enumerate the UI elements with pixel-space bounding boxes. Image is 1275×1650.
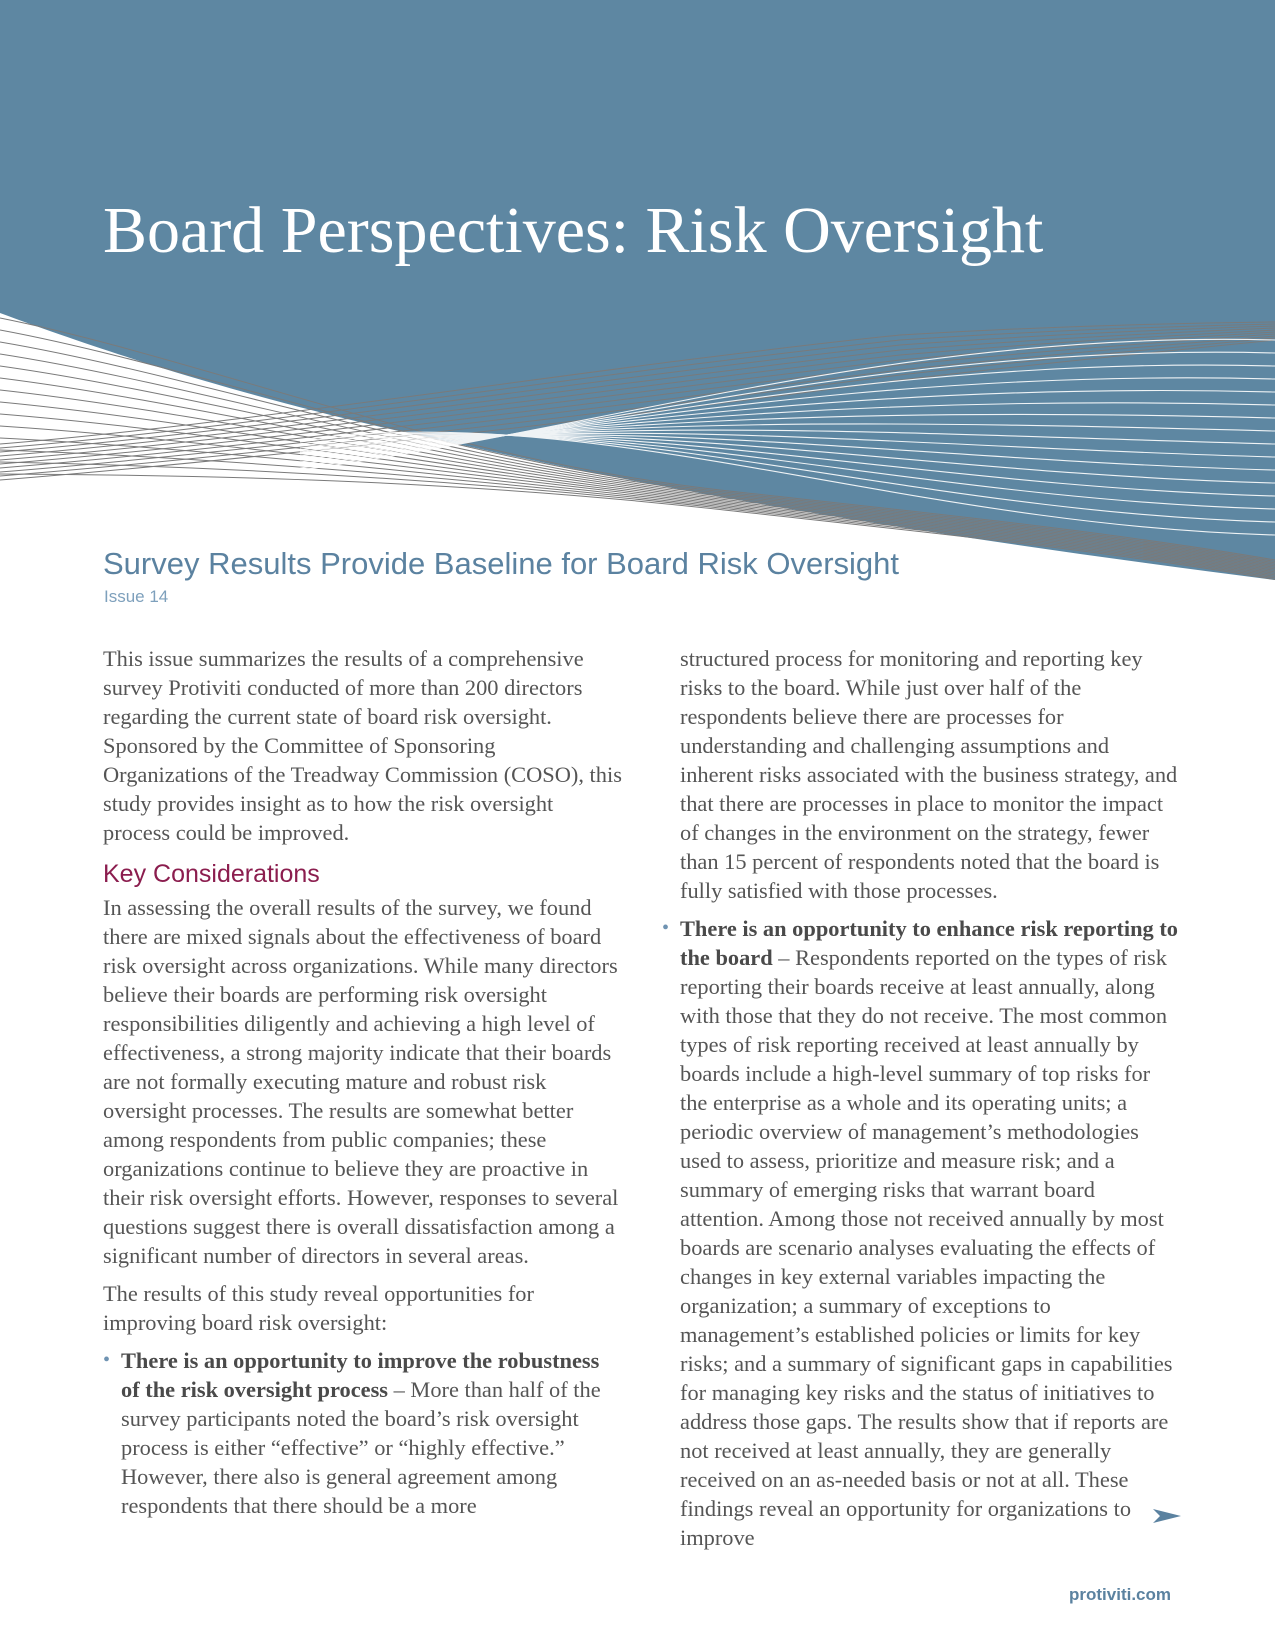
left-column <box>103 644 623 1529</box>
bullet-dot-icon: • <box>662 917 670 939</box>
footer-url: protiviti.com <box>1069 1585 1172 1604</box>
bullet-lead: There is an opportunity to enhance risk reporting to the board <box>680 916 1179 970</box>
header-band <box>0 0 1275 580</box>
arrow-right-icon <box>1153 1509 1181 1523</box>
section-subtitle: Survey Results Provide Baseline for Board Risk Oversight <box>103 546 899 581</box>
key-considerations-heading: Key Considerations <box>103 860 320 888</box>
body-paragraph: In assessing the overall results of the survey, we found there are mixed signals about the effectiveness of board risk oversight across organizations. While many directors believe their boards are performing risk oversight responsibilities diligently and achieving a high level of effectiveness, a strong majority indicate that their boards are not formally executing mature and robust risk oversight processes. The results are somewhat better among respondents from public companies; these organizations continue to believe they are proactive in their risk oversight efforts. However, responses to several questions suggest there is overall dissatisfaction among a significant number of directors in several areas. <box>103 895 619 1268</box>
bullet-item <box>662 914 1180 1552</box>
body-paragraph: The results of this study reveal opportunities for improving board risk oversight: <box>103 1281 534 1335</box>
intro-paragraph: This issue summarizes the results of a comprehensive survey Protiviti conducted of more than 200 directors regarding the current state of board risk oversight. Sponsored by the Committee of Sponsoring Organizations of the Treadway Commission (COSO), this study provides insight as to how the risk oversight process could be improved. <box>103 646 622 845</box>
bullet-item <box>103 1346 623 1520</box>
bullet-continuation: structured process for monitoring and reporting key risks to the board. While just over half of the respondents believe there are processes for understanding and challenging assumptions and inherent risks associated with the business strategy, and that there are processes in place to monitor the impact of changes in the environment on the strategy, fewer than 15 percent of respondents noted that the board is fully satisfied with those processes. <box>680 646 1178 903</box>
issue-number: Issue 14 <box>104 587 169 606</box>
right-column <box>662 644 1180 1561</box>
bullet-lead: There is an opportunity to improve the robustness of the risk oversight process <box>121 1348 600 1402</box>
bullet-text: – Respondents reported on the types of risk reporting their boards receive at least annually, along with those that they do not receive. The most common types of risk reporting received at least annually by boards include a high-level summary of top risks for the enterprise as a whole and its operating units; a periodic overview of management’s methodologies used to assess, prioritize and measure risk; and a summary of emerging risks that warrant board attention. Among those not received annually by most boards are scenario analyses evaluating the effects of changes in key external variables impacting the organization; a summary of exceptions to management’s established policies or limits for key risks; and a summary of significant gaps in capabilities for managing key risks and the status of initiatives to address those gaps. The results show that if reports are not received at least annually, they are generally received on an as-needed basis or not at all. These findings reveal an opportunity for organizations to improve <box>680 945 1173 1550</box>
header-banner <box>0 0 1275 600</box>
bullet-dot-icon: • <box>103 1349 111 1371</box>
bullet-text: – More than half of the survey participants noted the board’s risk oversight process is either “effective” or “highly effective.” However, there also is general agreement among respondents that there should be a more <box>121 1377 601 1518</box>
page-title: Board Perspectives: Risk Oversight <box>103 194 1044 267</box>
